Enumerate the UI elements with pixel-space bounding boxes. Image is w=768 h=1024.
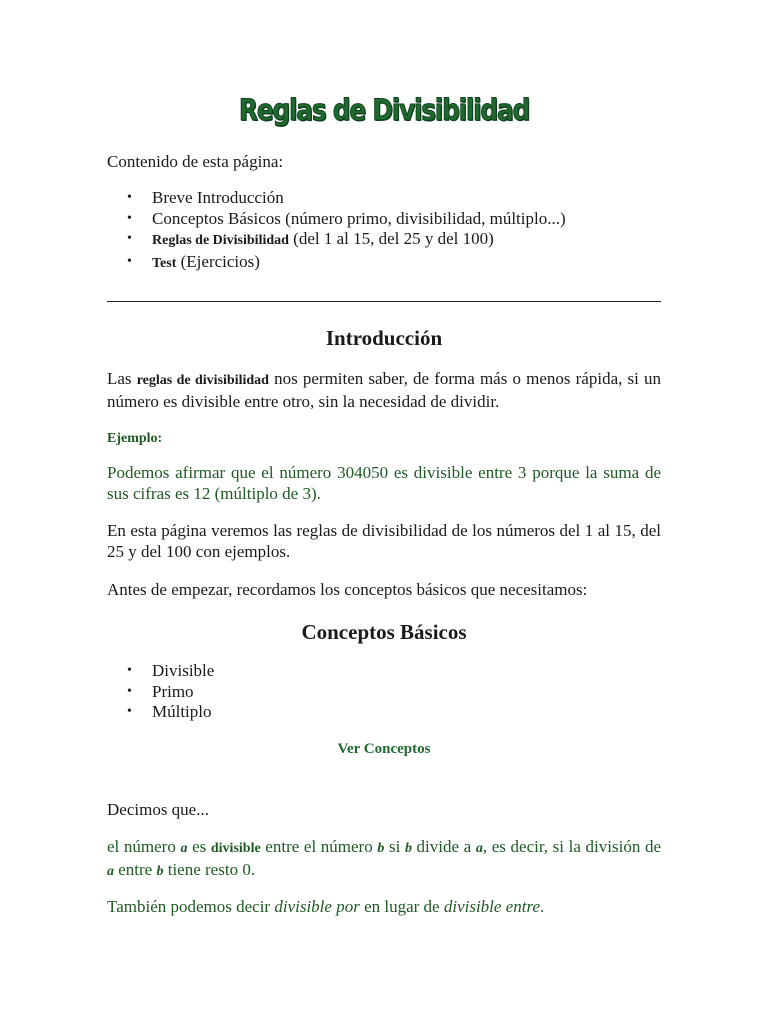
definition-paragraph [107, 836, 661, 882]
variable-b: b [377, 841, 385, 856]
italic-term: divisible entre [443, 897, 540, 916]
variable-a: a [180, 841, 188, 856]
section-heading-introduccion: Introducción [325, 326, 443, 350]
text-segment: si [384, 837, 405, 856]
intro-paragraph-3: Antes de empezar, recordamos los conceptos básicos que necesitamos: [107, 580, 588, 599]
text-segment: entre [114, 860, 157, 879]
text-segment: También podemos decir [107, 897, 275, 916]
concept-item: • Primo [107, 682, 214, 703]
text-segment: es [187, 837, 211, 856]
toc-item-conceptos[interactable] [107, 209, 566, 230]
variable-a: a [475, 841, 483, 856]
text-segment: entre el número [260, 837, 378, 856]
toc-item-bold-label: Test [152, 255, 177, 271]
text-segment: divide a [411, 837, 476, 856]
bold-term: reglas de divisibilidad [136, 373, 269, 388]
italic-term: divisible por [274, 897, 360, 916]
text-segment: nos permiten saber, de forma más o menos rápida, si un número es divisible entre otro, sin la necesidad de dividir. [107, 369, 662, 411]
page-title: Reglas de Divisibilidad [238, 93, 530, 127]
toc-item-label: Conceptos Básicos (número primo, divisibilidad, múltiplo...) [152, 208, 566, 228]
toc-item-introduccion[interactable] [107, 188, 566, 209]
ver-conceptos-link[interactable]: Ver Conceptos [337, 741, 431, 757]
toc-item-rest: (del 1 al 15, del 25 y del 100) [288, 229, 494, 248]
example-text: Podemos afirmar que el número 304050 es divisible entre 3 porque la suma de sus cifras es 12 (múltiplo de 3). [107, 463, 661, 503]
variable-b: b [156, 864, 164, 879]
variable-b: b [404, 841, 412, 856]
text-segment: en lugar de [359, 897, 444, 916]
text-segment: el número [107, 837, 181, 856]
concept-item: • Múltiplo [107, 702, 214, 723]
bold-term: divisible [210, 841, 261, 856]
text-segment: , es decir, si la división de [482, 837, 661, 856]
horizontal-divider [107, 301, 661, 302]
example-label [107, 426, 661, 449]
tambien-paragraph [107, 896, 661, 917]
toc-item-bold-label: Reglas de Divisibilidad [152, 233, 289, 248]
toc-intro: Contenido de esta página: [107, 152, 284, 171]
intro-paragraph [107, 368, 661, 412]
concepts-list [107, 661, 214, 723]
toc-item-label: Breve Introducción [152, 188, 284, 207]
decimos-text: Decimos que... [107, 800, 209, 819]
intro-paragraph-2: En esta página veremos las reglas de divisibilidad de los números del 1 al 15, del 25 y del 100 con ejemplos. [107, 521, 661, 561]
toc-item-reglas[interactable] [107, 229, 566, 252]
text-segment: Las [107, 369, 137, 388]
variable-a: a [107, 864, 114, 879]
section-heading-conceptos: Conceptos Básicos [301, 620, 467, 644]
concept-item: • Divisible [107, 661, 214, 682]
toc-item-rest: (Ejercicios) [176, 251, 260, 271]
example-label-text: Ejemplo: [107, 431, 163, 446]
table-of-contents [107, 188, 566, 274]
toc-item-test[interactable] [107, 252, 566, 275]
text-segment: . [540, 897, 545, 916]
text-segment: tiene resto 0. [163, 860, 256, 879]
